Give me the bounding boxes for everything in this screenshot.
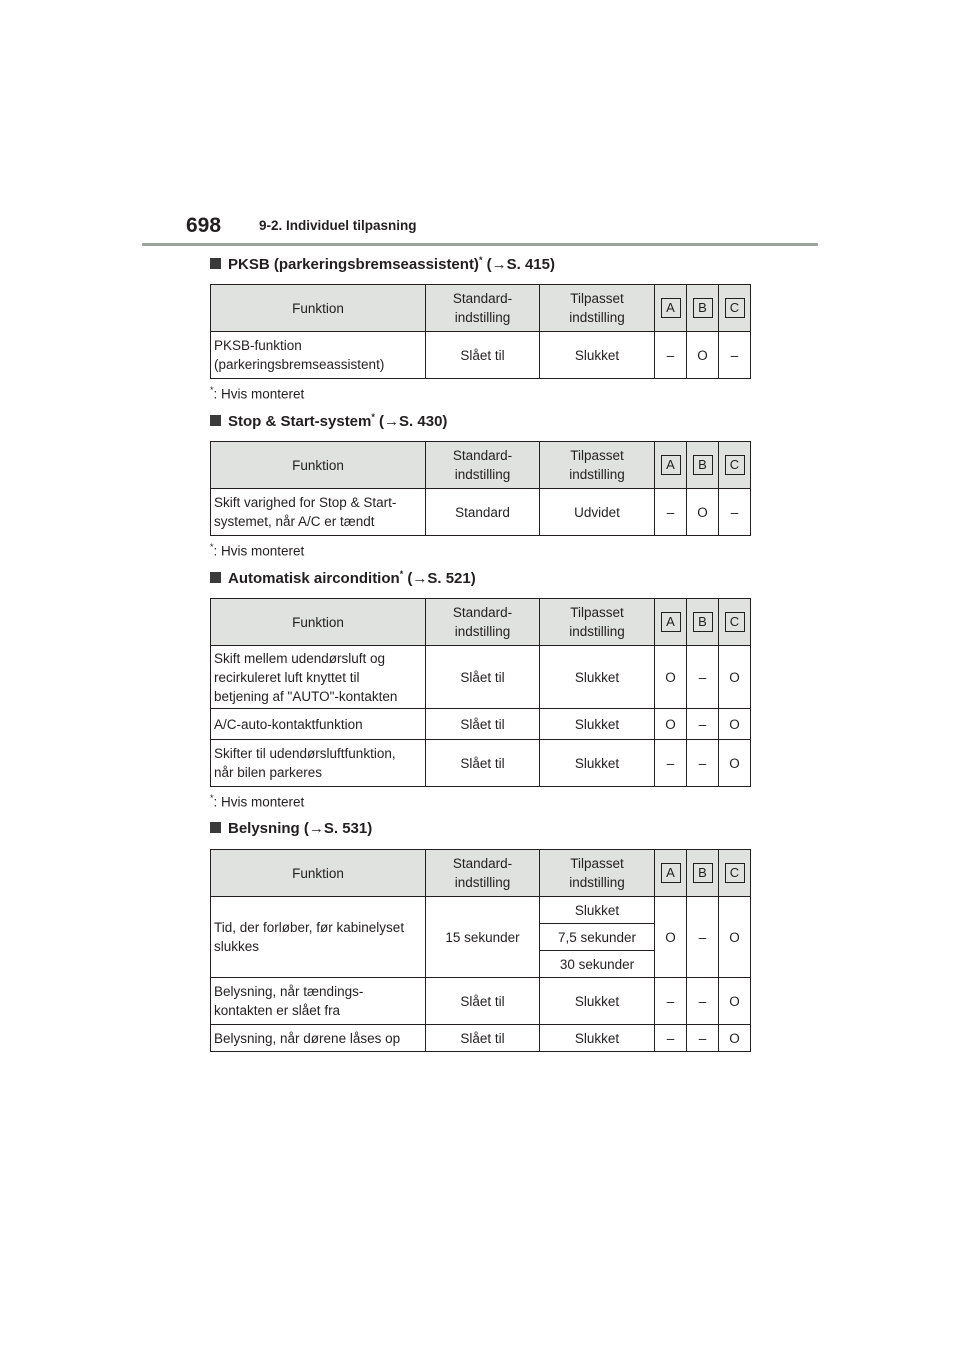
table-row <box>211 897 751 924</box>
header-c: C <box>719 599 751 646</box>
header-a: A <box>655 599 687 646</box>
footnote: *: Hvis monteret <box>210 385 305 402</box>
cell-standard: 15 sekunder <box>426 897 540 978</box>
pksb-table <box>210 284 751 379</box>
cell-funktion: PKSB-funktion (parkeringsbremseassistent) <box>211 332 426 379</box>
cell-funktion: Skift varighed for Stop & Start- systemet, når A/C er tændt <box>211 489 426 536</box>
cell-standard: Slået til <box>426 1025 540 1052</box>
header-b: B <box>687 442 719 489</box>
cell-a: – <box>655 332 687 379</box>
cell-funktion: Belysning, når tændings- kontakten er slået fra <box>211 978 426 1025</box>
cell-a: O <box>655 897 687 978</box>
cell-c: O <box>719 646 751 709</box>
table-row <box>211 978 751 1025</box>
cell-tilpasset: Slukket <box>540 740 655 787</box>
cell-a: O <box>655 646 687 709</box>
header-b: B <box>687 850 719 897</box>
page-number: 698 <box>186 214 222 237</box>
cell-tilpasset: Slukket <box>540 332 655 379</box>
square-bullet-icon <box>210 258 221 269</box>
cell-standard: Slået til <box>426 646 540 709</box>
header-a: A <box>655 285 687 332</box>
cell-standard: Slået til <box>426 740 540 787</box>
square-bullet-icon <box>210 572 221 583</box>
header-a: A <box>655 850 687 897</box>
square-bullet-icon <box>210 415 221 426</box>
cell-a: – <box>655 978 687 1025</box>
cell-tilpasset: Slukket <box>540 709 655 740</box>
chapter-title: 9-2. Individuel tilpasning <box>259 218 417 233</box>
header-tilpasset: Tilpasset indstilling <box>540 850 655 897</box>
header-c: C <box>719 442 751 489</box>
header-standard: Standard- indstilling <box>426 285 540 332</box>
table-row <box>211 740 751 787</box>
footnote: *: Hvis monteret <box>210 793 305 810</box>
cell-tilpasset: Udvidet <box>540 489 655 536</box>
cell-standard: Slået til <box>426 332 540 379</box>
table-row <box>211 709 751 740</box>
cell-a: O <box>655 709 687 740</box>
header-tilpasset: Tilpasset indstilling <box>540 442 655 489</box>
cell-b: – <box>687 709 719 740</box>
table-row <box>211 1025 751 1052</box>
cell-tilpasset: Slukket <box>540 646 655 709</box>
belysning-table <box>210 849 751 1052</box>
header-funktion: Funktion <box>211 599 426 646</box>
header-tilpasset: Tilpasset indstilling <box>540 599 655 646</box>
cell-funktion: A/C-auto-kontaktfunktion <box>211 709 426 740</box>
cell-b: – <box>687 897 719 978</box>
table-row <box>211 646 751 709</box>
cell-tilpasset: Slukket <box>540 1025 655 1052</box>
cell-a: – <box>655 489 687 536</box>
square-bullet-icon <box>210 822 221 833</box>
cell-tilpasset: Slukket <box>540 978 655 1025</box>
section-heading-pksb: PKSB (parkeringsbremseassistent)* (→S. 415) <box>210 255 555 273</box>
cell-c: O <box>719 740 751 787</box>
cell-c: O <box>719 897 751 978</box>
cell-tilpasset-option: Slukket <box>540 897 655 924</box>
cell-b: – <box>687 646 719 709</box>
cell-c: O <box>719 978 751 1025</box>
cell-c: O <box>719 1025 751 1052</box>
cell-funktion: Belysning, når dørene låses op <box>211 1025 426 1052</box>
cell-tilpasset-option: 7,5 sekunder <box>540 924 655 951</box>
header-funktion: Funktion <box>211 850 426 897</box>
cell-funktion: Skift mellem udendørsluft og recirkuleret luft knyttet til betjening af "AUTO"-kontakten <box>211 646 426 709</box>
table-header-row <box>211 285 751 332</box>
header-c: C <box>719 850 751 897</box>
cell-standard: Standard <box>426 489 540 536</box>
cell-funktion: Tid, der forløber, før kabinelyset slukkes <box>211 897 426 978</box>
section-heading-belysning: Belysning (→S. 531) <box>210 820 372 837</box>
header-a: A <box>655 442 687 489</box>
cell-b: – <box>687 740 719 787</box>
aircondition-table <box>210 598 751 787</box>
table-header-row <box>211 850 751 897</box>
header-standard: Standard- indstilling <box>426 599 540 646</box>
cell-b: – <box>687 1025 719 1052</box>
cell-tilpasset-option: 30 sekunder <box>540 951 655 978</box>
header-standard: Standard- indstilling <box>426 850 540 897</box>
cell-b: O <box>687 489 719 536</box>
cell-b: O <box>687 332 719 379</box>
cell-a: – <box>655 740 687 787</box>
cell-c: O <box>719 709 751 740</box>
section-heading-stop-start: Stop & Start-system* (→S. 430) <box>210 412 447 430</box>
cell-standard: Slået til <box>426 709 540 740</box>
header-b: B <box>687 285 719 332</box>
section-heading-aircondition: Automatisk aircondition* (→S. 521) <box>210 569 476 587</box>
cell-funktion: Skifter til udendørsluftfunktion, når bilen parkeres <box>211 740 426 787</box>
cell-b: – <box>687 978 719 1025</box>
cell-c: – <box>719 489 751 536</box>
footnote: *: Hvis monteret <box>210 542 305 559</box>
table-row <box>211 489 751 536</box>
header-tilpasset: Tilpasset indstilling <box>540 285 655 332</box>
header-c: C <box>719 285 751 332</box>
table-header-row <box>211 599 751 646</box>
header-funktion: Funktion <box>211 285 426 332</box>
header-divider <box>142 243 818 246</box>
table-row <box>211 332 751 379</box>
header-b: B <box>687 599 719 646</box>
header-funktion: Funktion <box>211 442 426 489</box>
header-standard: Standard- indstilling <box>426 442 540 489</box>
cell-a: – <box>655 1025 687 1052</box>
cell-standard: Slået til <box>426 978 540 1025</box>
cell-c: – <box>719 332 751 379</box>
table-header-row <box>211 442 751 489</box>
stop-start-table <box>210 441 751 536</box>
